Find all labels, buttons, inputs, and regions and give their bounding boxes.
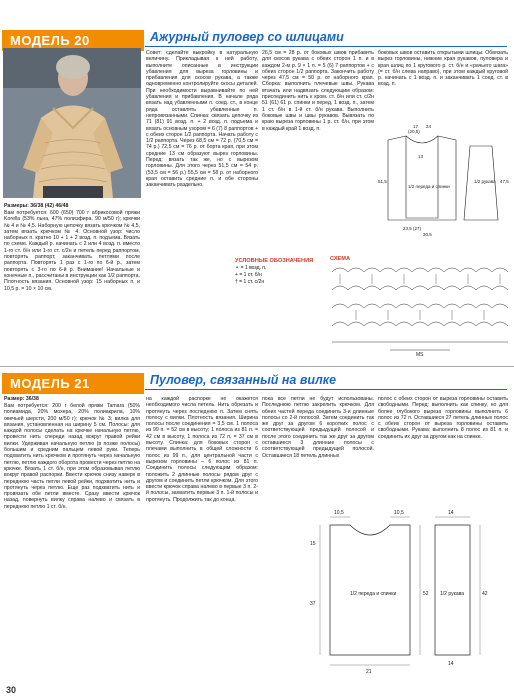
diag20-bottom-size: 23,5 (27) bbox=[403, 226, 422, 231]
diag20-bottom-size-2: 30,5 bbox=[423, 232, 432, 237]
model-20-tag: МОДЕЛЬ 20 bbox=[2, 30, 144, 51]
diag21-front-label: 1/2 переда и спинки bbox=[350, 591, 397, 597]
legend-item: † = 1 ст. с/2н bbox=[235, 279, 265, 285]
model-20-text-col2: Совет: сделайте выкройку в натуральную величину. Прикладывая к ней работу, выполните описанные в инструкции убавления для выреза горловины и прибавления для скосов рукава, а также одновременно контролируйте скосы деталей. При необходимости выравнивайте по ней убавления и прибавления. В начале ряда вязать над убавленными п. соед. ст., в конце ряда оставлять убавленные п. непровязанными. Спинка: связать цепочку из 71 (81) 91 возд. п. + 2 возд. п. подъема и вязать основным узором = 6 (7) 8 раппортов + с обеих сторон 1/2 раппорта. Начать работу с 1/2 раппорта. Через 68,5 см = 72 р. (70,5 см = 74 р.) 72,5 см = 76 р. от борта края, при этом средние 13 см образуют вырез горловины. Перед: вязать так же, но с вырезом горловины. Для этого через 51,5 см = 54 р. (53,5 см = 56 р.) 55,5 см = 58 р. от наборного края оставить средние п. и обе стороны заканчивать раздельно. bbox=[146, 50, 258, 189]
legend-title: УСЛОВНЫЕ ОБОЗНАЧЕНИЯ bbox=[235, 258, 314, 264]
diag21-sleeve-bottom: 14 bbox=[448, 661, 454, 667]
model-21-text-col1: Вам потребуется: 200 г белой пряжи Tamara (50% полиамида, 20% мохера, 20% полиакрила, 10% овечьей шерсти, 200 м/50 г); крючок № 3; вилка для вязания, установленная на ширину 5 см. Полосы: для каждой полосы сделать на крючке начальную петлю, провести нить спереди назад вокруг правой рейки вилки. Удерживая начальную петлю (в позже полосы) большим и средним пальцем левой руки. Теперь подхватить нить крючком и протянуть через начальную петлю, петлю каждого оборота провести через петлю на крючке. Вязать 1 ст. б/н, при этом образовывая петлю вокруг правой распорки. Ввести крючок снизу наверх в переднюю часть петли левой рейки, подхватить нить и протянуть через петлю. Еще раз подхватить нить и провязать обе петли вместе. Сразу ввести крючок назад, повернуть вилку справа налево и связать в переднюю петлю 1 ст. б/н. bbox=[4, 403, 140, 510]
diag20-front-label: 1/2 переда и спинки bbox=[408, 184, 450, 189]
model-21-schematic bbox=[290, 505, 500, 680]
diag20-top-label-2: (20,5) bbox=[408, 129, 420, 134]
model-20-photo bbox=[3, 48, 141, 198]
model-20-text-col4: боковых швов оставить открытыми шлицы. Обвязать вырез горловины, нижние края рукавов, пуловера и края шлиц по 1 кругового р. ст. б/н и «рачьего шага» (= ст. б/н слева направо), при этом каждый круговой р. начинать с 1 возд. п. и заканчивать 1 соед. ст. в возд. п. bbox=[378, 50, 508, 88]
crochet-scheme bbox=[330, 256, 510, 362]
model-21-title: Пуловер, связанный на вилке bbox=[150, 373, 337, 387]
model-20-title: Ажурный пуловер со шлицами bbox=[150, 30, 344, 44]
section-divider bbox=[0, 366, 514, 367]
diag21-shoulder-left: 10,5 bbox=[334, 510, 344, 516]
diag21-shoulder-right: 10,5 bbox=[394, 510, 404, 516]
diag20-neck: 13 bbox=[418, 154, 424, 159]
sc-icon: + bbox=[235, 272, 240, 278]
scheme-title: СХЕМА bbox=[330, 256, 350, 262]
model-21-text-col2: на каждой распорке не окажется необходимого числа петель. Нить обрезать и протянуть через последнюю п. Затем снять полосу с вилки. Плотность вязания. Ширина полосы после соединения = 3,5 см. 1 полоса из 99 п. = 52 см в высоту; 1 полоса из 81 п. = 42 см в высоту, 1 полоса из 72 п. = 37 см в высоту. Спинка: для боковых сторон с плечами выполнить в общей сложности 6 полос из 99 п., для центральной части с вырезом горловины – 6 полос из 81 п. Соединить полосы следующим образом: положить 2 длинные полосы рядом друг с другом и соединить петли крючком. Для этого ввести крючок справа налево в первые 3 п. 2-й полосы, захватить первые 3 п. 1-й полосы и протянуть. Продолжить так до конца. bbox=[146, 396, 258, 503]
diag20-top-label-3: 24 bbox=[426, 124, 432, 129]
diag20-left-width: 51,5 bbox=[378, 179, 387, 184]
diag20-top-label: 17 bbox=[413, 124, 419, 129]
legend-item: ⚬ = 1 возд. п. bbox=[235, 265, 267, 271]
model-20-text-col1: Вам потребуется: 600 (650) 700 г абрикосовой пряжи Korella (53% льна, 47% полиэфира, 90 м/50 г); крючки № 4 и № 4,5. Наборную цепочку вязать крючком № 4,5, затем вязать крючком № 4. Основной узор: число наборных п. кратно 10 + 1 + 2 возд. п. подъема. Вязать по схеме. Каждый р. начинать с 2 или 4 возд. п. вместо 1-го ст. б/н или 1-го ст. с/2н и петель перед раппортом, повторять раппорт, заканчивать петлями после раппорта. Повторять 1 раз с 1-го по 6-й р., затем повторять с 3-го по 6-й р. Внимание! Начальные и конечные п., рассчитаны в инструкции как 1/2 раппорта. Плотность вязания. Основной узор: 15 наборных п. и 10,5 р. = 10 × 10 см. bbox=[4, 210, 140, 292]
page-number: 30 bbox=[6, 685, 17, 695]
diag21-bottom-width: 21 bbox=[366, 669, 372, 675]
diag20-sleeve-side: 47,5 bbox=[500, 179, 509, 184]
chain-icon: ⚬ bbox=[235, 265, 241, 271]
model-21-tag: МОДЕЛЬ 21 bbox=[2, 373, 144, 394]
model-21-text-col3: пока все петли не будут использованы. Последнюю петлю закрепить крючком. Для обеих частей переда соединить 3-и длинные полосы со 2-й полосой. Затем соединить так же друг за другом 6 коротких полос с соответствующей предыдущей полосой и после этого соединить так же друг за другом оставшиеся 3 длинные полосы с соответствующей предыдущей полосой. Оставшиеся 18 петель длинных bbox=[262, 396, 374, 459]
diag21-total-length: 52 bbox=[423, 591, 429, 597]
model-20-legend bbox=[235, 258, 325, 286]
diag21-sleeve-top: 14 bbox=[448, 510, 454, 516]
model-20-text-col3: 26,5 см = 28 р. от боковых швов прибавить для скосов рукава с обеих сторон 1 п. и в каждом 2-м р. 9 × 1 п. = 5 (6) 7 раппортов + с обеих сторон 1/2 раппорта. Закончить работу через 47,5 см = 50 р. от наборного края. Сборка: выполнить плечевые швы. Рукава втачать или надвязать следующим образом: присоединить нить к кром. ст. б/н или ст. с/2н 51 (61) 61 р. спинки и перед, 1 возд. п., затем 1 ст. б/н в 1-й ст. б/н рукава. Выполнить боковые швы и швы рукавов. Вывязать по краю выреза горловины 1 р. ст. б/н, при этом в каждый край 1 возд. п. bbox=[262, 50, 374, 132]
model-20-schematic bbox=[378, 118, 512, 263]
dc-icon: † bbox=[235, 279, 240, 285]
title-underline bbox=[145, 46, 507, 47]
model-20-size: Размеры: 36/38 (42) 46/48 bbox=[4, 203, 69, 209]
model-21-text-col4: полос с обеих сторон от выреза горловины оставить свободными. Перед: выполнить как спинку, но для более глубокого выреза горловины выполнить 6 полос из 72 п. Оставшиеся 27 петель длинных полос с обеих сторон от выреза горловины оставить свободными. Рукава: выполнить 8 полос из 81 п. и соединить их друг за другом как на спинке. bbox=[378, 396, 508, 440]
model-21-size: Размер: 36/38 bbox=[4, 396, 39, 402]
title-underline bbox=[145, 389, 507, 390]
diag20-sleeve-label: 1/2 рукава bbox=[474, 179, 496, 184]
scheme-ms-label: MS bbox=[416, 352, 424, 357]
legend-item: + = 1 ст. б/н bbox=[235, 272, 262, 278]
diag21-neck-depth: 15 bbox=[310, 541, 316, 547]
diag21-body-length: 37 bbox=[310, 601, 316, 607]
diag21-sleeve-label: 1/2 рукава bbox=[440, 591, 465, 597]
diag21-sleeve-length: 42 bbox=[482, 591, 488, 597]
